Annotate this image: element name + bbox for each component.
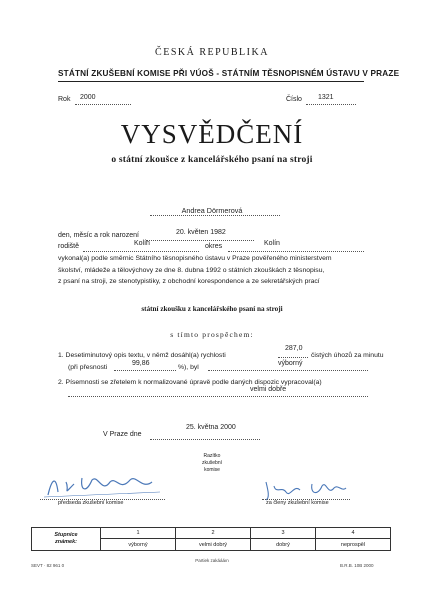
holder-name: Andrea Dörmerová bbox=[181, 206, 243, 215]
rok-dotted-line bbox=[75, 104, 131, 105]
document-title: VYSVĚDČENÍ bbox=[120, 119, 304, 149]
rodiste-label: rodiště bbox=[58, 243, 80, 250]
item1-text-c: (při přesnosti bbox=[68, 364, 108, 371]
item1-grade-line bbox=[208, 370, 368, 371]
grade-label: dobrý bbox=[251, 539, 316, 551]
item1-text-d: %), byl bbox=[178, 364, 199, 371]
grade-scale-header bbox=[32, 528, 101, 551]
birth-label: den, měsíc a rok narození bbox=[58, 232, 139, 239]
item1-speed: 287,0 bbox=[285, 345, 303, 352]
okres-value: Kolín bbox=[264, 240, 280, 247]
body-line-1: vykonal(a) podle směrnic Státního těsnopisného ústavu v Praze pověřeného ministerstvem bbox=[58, 255, 332, 262]
grade-label: výborný bbox=[101, 539, 176, 551]
commission-heading: STÁTNÍ ZKUŠEBNÍ KOMISE PŘI VÚOŠ - STÁTNÍM TĚSNOPISNÉM ÚSTAVU V PRAZE bbox=[58, 69, 400, 78]
grade-number: 2 bbox=[176, 528, 251, 539]
okres-label: okres bbox=[205, 243, 223, 250]
item1-text-a: 1. Desetiminutový opis textu, v němž dosáhl(a) rychlosti bbox=[58, 352, 226, 359]
country-heading: ČESKÁ REPUBLIKA bbox=[155, 47, 269, 58]
grade-scale-header-1: Stupnice bbox=[54, 532, 78, 538]
rodiste-value: Kolín bbox=[134, 240, 150, 247]
cislo-value: 1321 bbox=[318, 94, 334, 101]
exam-subject: státní zkoušku z kancelářského psaní na stroji bbox=[141, 305, 283, 313]
birth-value: 20. květen 1982 bbox=[176, 229, 226, 236]
footer-right: B.R.B. 10B 2000 bbox=[340, 563, 374, 568]
stamp-line-1: Razítko bbox=[203, 453, 221, 459]
chair-signature-mark bbox=[40, 470, 170, 502]
item2-text: 2. Písemnosti se zřetelem k normalizované úpravě podle daných dispozic vypracoval(a) bbox=[58, 379, 322, 386]
body-line-3: z psaní na stroji, ze stenotypistiky, z obchodní korespondence a ze sekretářských prací bbox=[58, 278, 320, 285]
header-rule bbox=[58, 81, 364, 82]
item1-speed-line bbox=[278, 357, 308, 358]
document-subtitle: o státní zkoušce z kancelářského psaní na stroji bbox=[111, 155, 313, 165]
grade-label: neprospěl bbox=[316, 539, 391, 551]
grade-scale-table bbox=[31, 527, 391, 551]
rok-value: 2000 bbox=[80, 94, 96, 101]
place-label: V Praze dne bbox=[103, 431, 142, 438]
item2-grade-line bbox=[68, 396, 368, 397]
birth-dotted-line bbox=[146, 240, 254, 241]
okres-dotted-line bbox=[228, 251, 364, 252]
footer-left: SEVT · 82 961 0 bbox=[31, 563, 65, 568]
stamp-label bbox=[192, 453, 232, 474]
grade-number: 1 bbox=[101, 528, 176, 539]
item1-accuracy-line bbox=[114, 370, 176, 371]
body-paragraph bbox=[58, 253, 332, 288]
stamp-line-3: komise bbox=[204, 467, 220, 473]
grade-number: 4 bbox=[316, 528, 391, 539]
result-heading: s tímto prospěchem: bbox=[170, 330, 254, 339]
grade-scale-header-2: známek: bbox=[54, 539, 77, 545]
grade-number: 3 bbox=[251, 528, 316, 539]
item1-accuracy: 99,86 bbox=[132, 360, 150, 367]
item1-grade: výborný bbox=[278, 360, 303, 367]
stamp-line-2: zkušební bbox=[201, 460, 222, 466]
grade-label: velmi dobrý bbox=[176, 539, 251, 551]
item1-text-b: čistých úhozů za minutu bbox=[311, 352, 384, 359]
footer-center: Partiek zakáááın bbox=[195, 558, 229, 563]
body-line-2: školství, mládeže a tělovýchovy ze dne 8. dubna 1992 o státních zkouškách z těsnopisu, bbox=[58, 266, 325, 274]
rodiste-dotted-line bbox=[83, 251, 199, 252]
cislo-dotted-line bbox=[306, 104, 356, 105]
members-label: za členy zkušební komise bbox=[266, 500, 329, 506]
rok-label: Rok bbox=[58, 96, 71, 103]
item2-grade: velmi dobře bbox=[250, 386, 287, 393]
date-dotted-line bbox=[150, 439, 260, 440]
issue-date: 25. května 2000 bbox=[186, 424, 236, 431]
chair-label: předseda zkušební komise bbox=[58, 500, 124, 506]
cislo-label: Číslo bbox=[286, 96, 302, 103]
name-dotted-line bbox=[150, 215, 280, 216]
